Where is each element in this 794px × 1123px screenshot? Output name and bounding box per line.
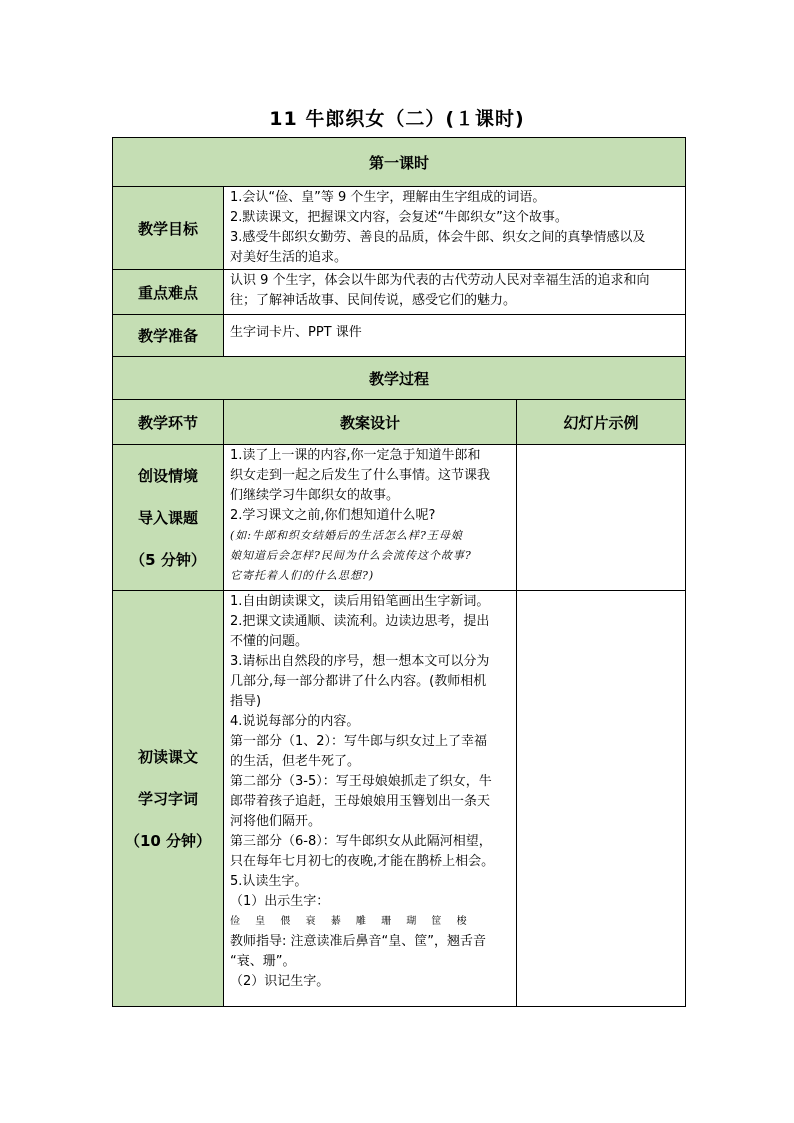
design-line: 的生活，但老牛死了。	[230, 754, 361, 769]
stage-name-intro	[113, 445, 224, 591]
slide-example-reading	[517, 591, 686, 1007]
design-line: 2.学习课文之前,你们想知道什么呢?	[230, 508, 436, 523]
design-line: 只在每年七月初七的夜晚,才能在鹊桥上相会。	[230, 854, 495, 869]
stage-design-intro	[224, 445, 517, 591]
preparation-content: 生字词卡片、PPT 课件	[224, 315, 686, 357]
section-row-process	[113, 357, 686, 400]
stage-duration: （5 分钟）	[130, 550, 206, 569]
keypoints-label: 重点难点	[113, 270, 224, 315]
design-line: 不懂的问题。	[230, 634, 309, 649]
preparation-label: 教学准备	[113, 315, 224, 357]
stage-row-intro	[113, 445, 686, 591]
objective-line: 2.默读课文，把握课文内容，会复述“牛郎织女”这个故事。	[230, 210, 568, 225]
handwritten-note: (如:牛郎和织女结婚后的生活怎么样?王母娘	[230, 529, 463, 542]
slide-example-intro	[517, 445, 686, 591]
design-line: 教师指导: 注意读准后鼻音“皇、筐”，翘舌音	[230, 934, 486, 949]
new-characters: 俭 皇 偎 衰 綦 雕 珊 瑚 筐 梭	[230, 916, 473, 927]
design-line: （1）出示生字：	[230, 894, 330, 909]
design-line: 指导)	[230, 694, 262, 709]
page-title: 11 牛郎织女（二）(１课时)	[269, 108, 525, 130]
design-line: 郎带着孩子追赶，王母娘娘用玉簪划出一条天	[230, 794, 491, 809]
handwritten-note: 它寄托着人们的什么思想?)	[230, 569, 375, 582]
column-header-slides: 幻灯片示例	[517, 400, 686, 445]
stage-name-line: 创设情境	[137, 466, 198, 485]
column-header-stage: 教学环节	[113, 400, 224, 445]
stage-name-line: 初读课文	[137, 747, 198, 766]
objectives-row	[113, 187, 686, 270]
design-line: 4.说说每部分的内容。	[230, 714, 360, 729]
design-line: 5.认读生字。	[230, 874, 308, 889]
section-header-process: 教学过程	[113, 357, 686, 400]
design-line: 第三部分（6-8）：写牛郎织女从此隔河相望，	[230, 834, 492, 849]
objective-line: 对美好生活的追求。	[230, 250, 348, 265]
design-line: “衰、珊”。	[230, 954, 296, 969]
column-header-design: 教案设计	[224, 400, 517, 445]
design-line: 织女走到一起之后发生了什么事情。这节课我	[230, 468, 491, 483]
objective-line: 3.感受牛郎织女勤劳、善良的品质，体会牛郎、织女之间的真挚情感以及	[230, 230, 646, 245]
column-header-row	[113, 400, 686, 445]
keypoint-line: 往；了解神话故事、民间传说，感受它们的魅力。	[230, 293, 517, 308]
stage-name-line: 导入课题	[137, 508, 198, 527]
keypoint-line: 认识 9 个生字，体会以牛郎为代表的古代劳动人民对幸福生活的追求和向	[230, 273, 650, 288]
stage-design-reading	[224, 591, 517, 1007]
stage-duration: （10 分钟）	[124, 831, 212, 850]
section-row-first-lesson	[113, 138, 686, 187]
stage-name-reading	[113, 591, 224, 1007]
objectives-label: 教学目标	[113, 187, 224, 270]
stage-name-line: 学习字词	[137, 789, 198, 808]
design-line: 河将他们隔开。	[230, 814, 322, 829]
design-line: 2.把课文读通顺、读流利。边读边思考，提出	[230, 614, 490, 629]
objective-line: 1.会认“俭、皇”等 9 个生字，理解由生字组成的词语。	[230, 190, 546, 205]
design-line: 第一部分（1、2）：写牛郎与织女过上了幸福	[230, 734, 488, 749]
design-line: （2）识记生字。	[230, 974, 330, 989]
design-line: 们继续学习牛郎织女的故事。	[230, 488, 400, 503]
stage-row-reading	[113, 591, 686, 1007]
design-line: 1.读了上一课的内容,你一定急于知道牛郎和	[230, 448, 481, 463]
design-line: 3.请标出自然段的序号，想一想本文可以分为	[230, 654, 490, 669]
objectives-content	[224, 187, 686, 270]
handwritten-note: 娘知道后会怎样?民间为什么会流传这个故事?	[230, 549, 472, 562]
design-line: 几部分,每一部分都讲了什么内容。(教师相机	[230, 674, 487, 689]
section-header-first-lesson: 第一课时	[113, 138, 686, 187]
design-line: 1.自由朗读课文，读后用铅笔画出生字新词。	[230, 594, 490, 609]
design-line: 第二部分（3-5）：写王母娘娘抓走了织女，牛	[230, 774, 492, 789]
lesson-plan-table	[112, 137, 686, 1007]
keypoints-row	[113, 270, 686, 315]
keypoints-content	[224, 270, 686, 315]
preparation-row	[113, 315, 686, 357]
